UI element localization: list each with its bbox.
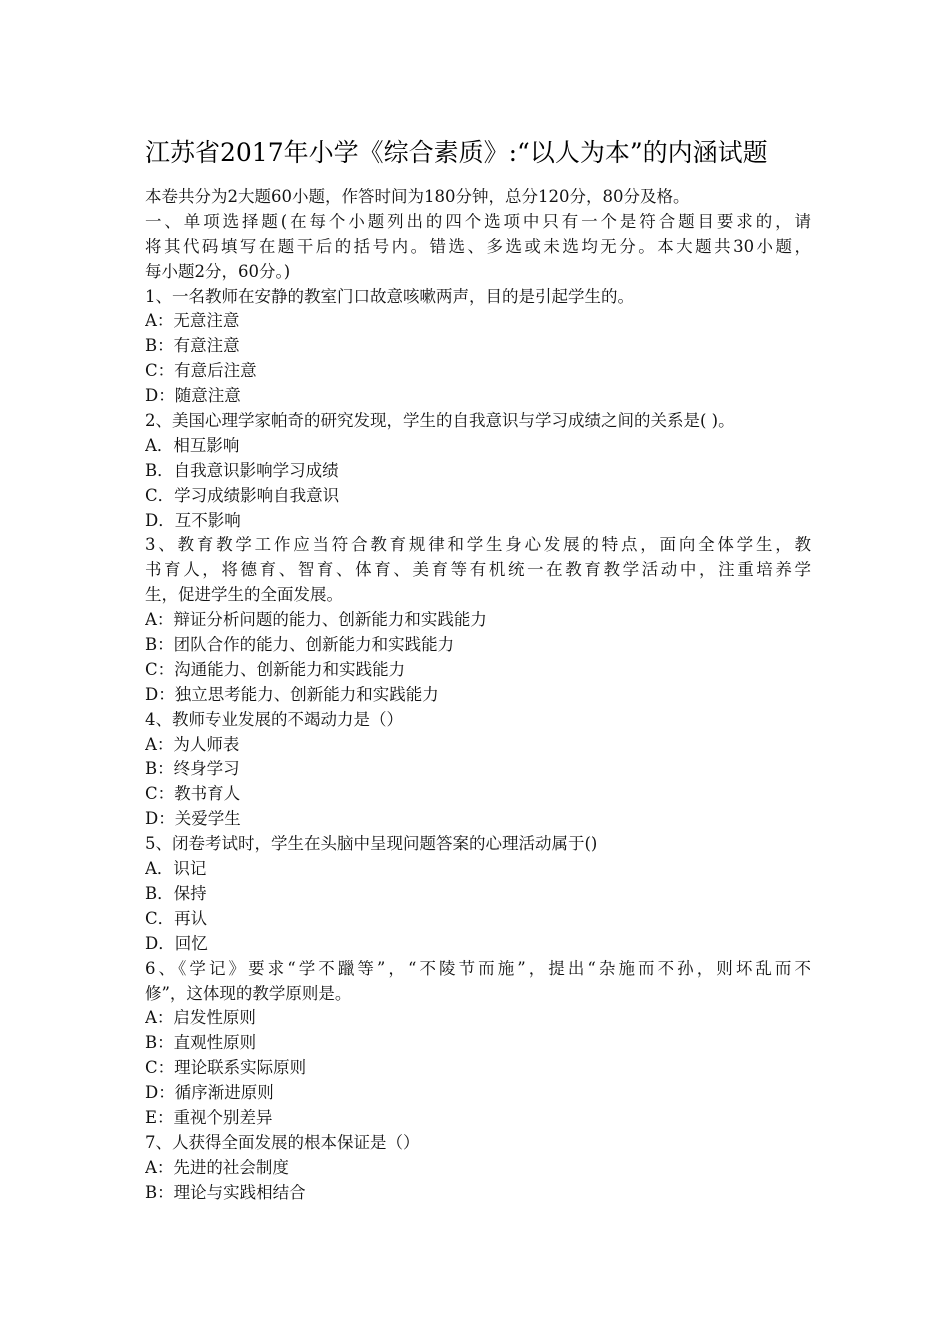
question-stem: 3、教育教学工作应当符合教育规律和学生身心发展的特点，面向全体学生，教 (145, 535, 811, 555)
answer-option: B：直观性原则 (145, 1033, 257, 1053)
question-stem: 修”，这体现的教学原则是。 (145, 983, 352, 1003)
answer-option: A：为人师表 (145, 734, 240, 754)
answer-option: C：有意后注意 (145, 361, 257, 381)
answer-option: B：理论与实践相结合 (145, 1182, 306, 1202)
answer-option: E：重视个别差异 (145, 1107, 273, 1127)
answer-option: D．互不影响 (145, 510, 241, 530)
question-stem: 书育人，将德育、智育、体育、美育等有机统一在教育教学活动中，注重培养学 (145, 560, 811, 580)
answer-option: B：团队合作的能力、创新能力和实践能力 (145, 635, 455, 655)
section-heading-line-3: 每小题2分，60分。) (145, 261, 291, 281)
question-stem: 5、闭卷考试时，学生在头脑中呈现问题答案的心理活动属于() (145, 834, 598, 854)
answer-option: C：沟通能力、创新能力和实践能力 (145, 659, 406, 679)
intro-text: 本卷共分为2大题60小题，作答时间为180分钟，总分120分，80分及格。 (145, 187, 690, 206)
answer-option: C．再认 (145, 908, 208, 928)
answer-option: D：随意注意 (145, 386, 241, 406)
answer-option: A．相互影响 (145, 435, 240, 455)
answer-option: C：理论联系实际原则 (145, 1058, 307, 1078)
answer-option: B：有意注意 (145, 336, 240, 356)
question-stem: 2、美国心理学家帕奇的研究发现，学生的自我意识与学习成绩之间的关系是( )。 (145, 411, 735, 431)
answer-option: A：辩证分析问题的能力、创新能力和实践能力 (145, 610, 487, 630)
question-stem: 4、教师专业发展的不竭动力是（） (145, 709, 403, 729)
document-title: 江苏省2017年小学《综合素质》:“以人为本”的内涵试题 (145, 138, 768, 167)
answer-option: D：循序渐进原则 (145, 1083, 274, 1103)
answer-option: D．回忆 (145, 933, 208, 953)
answer-option: C．学习成绩影响自我意识 (145, 485, 340, 505)
answer-option: B．自我意识影响学习成绩 (145, 460, 339, 480)
answer-option: A：无意注意 (145, 311, 240, 331)
answer-option: B．保持 (145, 883, 207, 903)
answer-option: A：启发性原则 (145, 1008, 256, 1028)
answer-option: D：独立思考能力、创新能力和实践能力 (145, 684, 439, 704)
section-heading-line-1: 一、单项选择题(在每个小题列出的四个选项中只有一个是符合题目要求的，请 (145, 211, 811, 231)
answer-option: B：终身学习 (145, 759, 240, 779)
answer-option: A．识记 (145, 859, 207, 879)
question-stem: 生，促进学生的全面发展。 (145, 585, 343, 605)
answer-option: D：关爱学生 (145, 809, 241, 829)
answer-option: C：教书育人 (145, 784, 241, 804)
document-body (145, 185, 811, 1206)
section-heading-line-2: 将其代码填写在题干后的括号内。错选、多选或未选均无分。本大题共30小题， (145, 236, 811, 256)
question-stem: 1、一名教师在安静的教室门口故意咳嗽两声，目的是引起学生的。 (145, 286, 634, 306)
question-list (145, 285, 811, 1206)
question-stem: 7、人获得全面发展的根本保证是（） (145, 1132, 420, 1152)
question-stem: 6、《学记》要求“学不躐等”，“不陵节而施”，提出“杂施而不孙，则坏乱而不 (145, 958, 811, 978)
answer-option: A：先进的社会制度 (145, 1157, 289, 1177)
